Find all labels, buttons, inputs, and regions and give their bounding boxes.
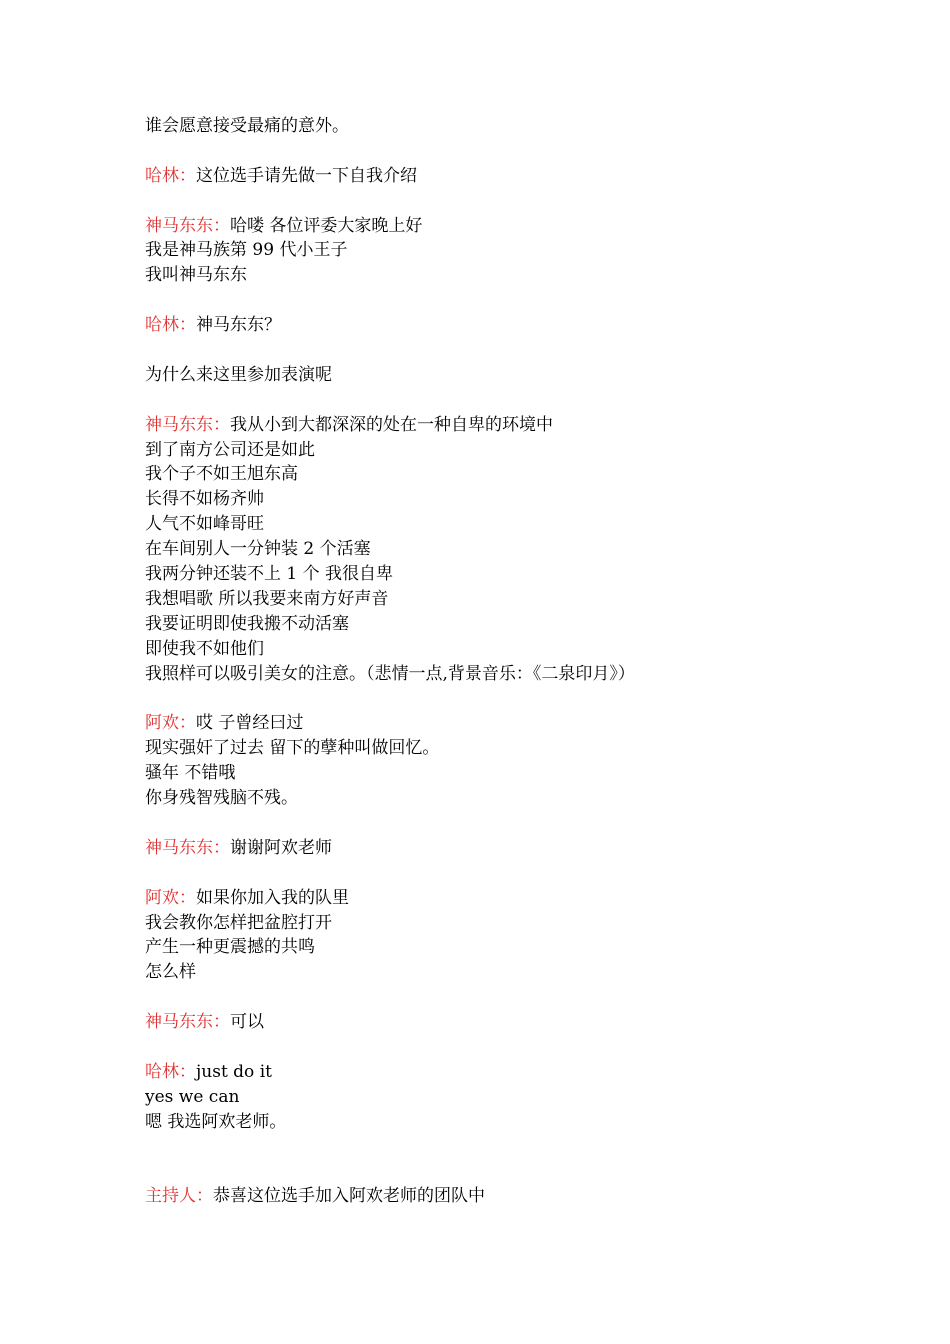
dialogue-line [145, 164, 865, 189]
blank-line [145, 338, 865, 363]
blank-line [145, 288, 865, 313]
speaker-label: 哈林： [145, 315, 196, 336]
dialogue-text: 人气不如峰哥旺 [145, 514, 264, 535]
dialogue-text: 现实强奸了过去 留下的孽种叫做回忆。 [145, 738, 440, 759]
dialogue-line [145, 1060, 865, 1085]
speaker-label: 神马东东： [145, 837, 230, 858]
dialogue-text: 哎 子曾经曰过 [196, 713, 304, 734]
dialogue-text: 我个子不如王旭东高 [145, 464, 298, 485]
dialogue-text: 我从小到大都深深的处在一种自卑的环境中 [230, 414, 553, 435]
blank-line [145, 139, 865, 164]
speaker-label: 主持人： [145, 1186, 213, 1207]
dialogue-line [145, 711, 865, 736]
dialogue-line [145, 313, 865, 338]
dialogue-text: 我想唱歌 所以我要来南方好声音 [145, 588, 389, 609]
speaker-label: 哈林： [145, 165, 196, 186]
dialogue-text: 我要证明即使我搬不动活塞 [145, 613, 349, 634]
dialogue-line [145, 886, 865, 911]
blank-line [145, 1035, 865, 1060]
dialogue-text: 我会教你怎样把盆腔打开 [145, 912, 332, 933]
dialogue-text: 我两分钟还装不上 1 个 我很自卑 [145, 564, 394, 585]
intro-line: 谁会愿意接受最痛的意外。 [145, 116, 349, 136]
dialogue-text: 我叫神马东东 [145, 265, 247, 286]
dialogue-text: 如果你加入我的队里 [196, 887, 349, 908]
document-page [145, 114, 865, 1209]
blank-line [145, 189, 865, 214]
blank-line [145, 985, 865, 1010]
dialogue-text: 长得不如杨齐帅 [145, 489, 264, 510]
speaker-label: 神马东东： [145, 215, 230, 236]
speaker-label: 神马东东： [145, 1012, 230, 1033]
dialogue-line [145, 1184, 865, 1209]
dialogue-line [145, 214, 865, 239]
dialogue-text: 谢谢阿欢老师 [230, 837, 332, 858]
blank-line [145, 686, 865, 711]
dialogue-text: 怎么样 [145, 962, 196, 983]
speaker-label: 阿欢： [145, 713, 196, 734]
dialogue-text: just do it [196, 1061, 272, 1082]
dialogue-text: 产生一种更震撼的共鸣 [145, 937, 315, 958]
blank-line [145, 861, 865, 886]
dialogue-line [145, 836, 865, 861]
dialogue-text: 即使我不如他们 [145, 638, 264, 659]
dialogue-text: yes we can [145, 1086, 240, 1107]
dialogue-text: 到了南方公司还是如此 [145, 439, 315, 460]
dialogue-text: 神马东东？ [196, 315, 281, 336]
dialogue-text: 你身残智残脑不残。 [145, 788, 298, 809]
dialogue-line [145, 1010, 865, 1035]
speaker-label: 神马东东： [145, 414, 230, 435]
blank-line [145, 388, 865, 413]
blank-line [145, 811, 865, 836]
dialogue-line [145, 413, 865, 438]
dialogue-text: 在车间别人一分钟装 2 个活塞 [145, 539, 371, 560]
dialogue-text: 我是神马族第 99 代小王子 [145, 240, 348, 261]
speaker-label: 哈林： [145, 1061, 196, 1082]
dialogue-text: 骚年 不错哦 [145, 763, 236, 784]
dialogue-text: 这位选手请先做一下自我介绍 [196, 165, 417, 186]
dialogue-text: 我照样可以吸引美女的注意。（悲情一点,背景音乐：《二泉印月》） [145, 663, 635, 684]
dialogue-text: 为什么来这里参加表演呢 [145, 364, 332, 385]
blank-line [145, 1135, 865, 1185]
dialogue-text: 哈喽 各位评委大家晚上好 [230, 215, 423, 236]
dialogue-text: 嗯 我选阿欢老师。 [145, 1111, 287, 1132]
dialogue-text: 可以 [230, 1012, 264, 1033]
speaker-label: 阿欢： [145, 887, 196, 908]
dialogue-text: 恭喜这位选手加入阿欢老师的团队中 [213, 1186, 485, 1207]
